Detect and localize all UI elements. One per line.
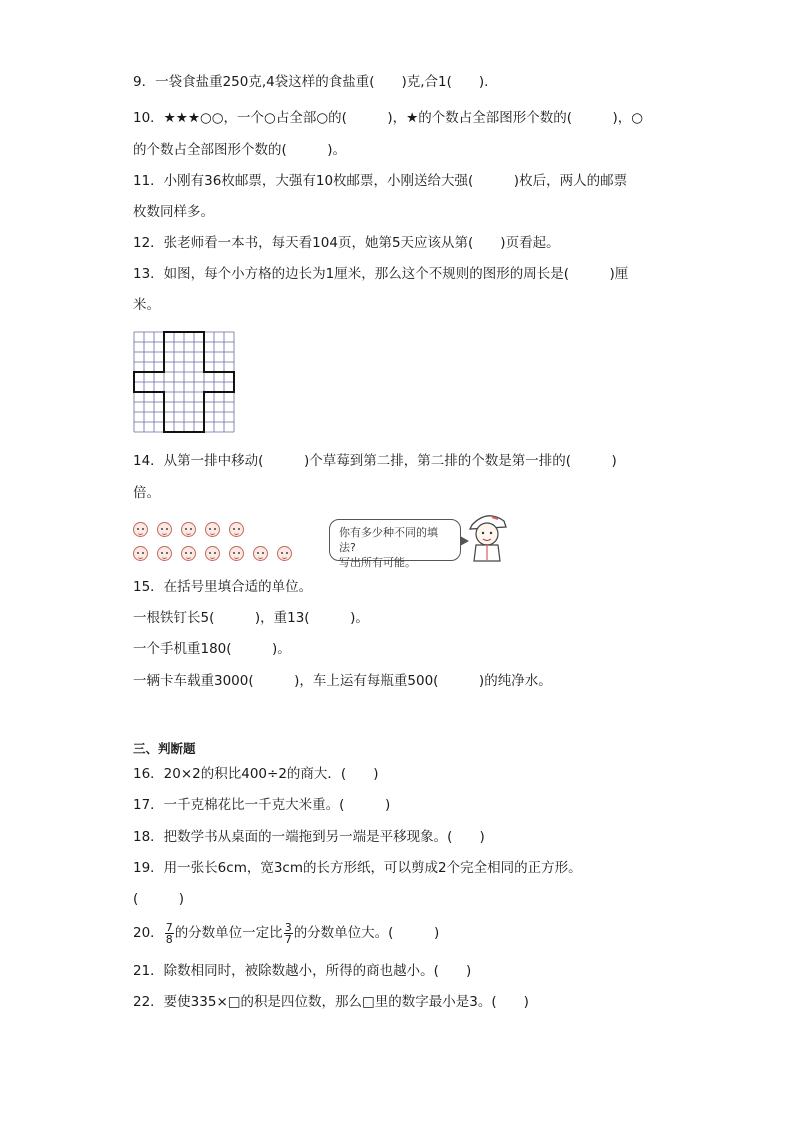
question-11-line1: 11．小刚有36枚邮票，大强有10枚邮票，小刚送给大强( )枚后，两人的邮票 <box>133 173 628 189</box>
question-20-end: 的分数单位大。( ) <box>293 925 440 941</box>
question-15-line-b: 一个手机重180( )。 <box>133 641 291 657</box>
question-15-line-a: 一根铁钉长5( )，重13( )。 <box>133 610 369 626</box>
strawberry-icon <box>229 546 244 561</box>
strawberry-icon <box>133 546 148 561</box>
strawberry-rows <box>133 518 308 564</box>
strawberry-icon <box>157 546 172 561</box>
speech-bubble <box>329 519 461 569</box>
strawberry-icon <box>229 522 244 537</box>
question-22: 22．要使335×□的积是四位数，那么□里的数字最小是3。( ) <box>133 994 529 1010</box>
fraction-three-sevenths: $\frac{3}{7}$ <box>284 920 292 946</box>
question-11-line2: 枚数同样多。 <box>133 204 214 220</box>
bubble-text-line1: 你有多少种不同的填法? <box>339 526 438 554</box>
strawberry-icon <box>181 546 196 561</box>
question-10-line2: 的个数占全部图形个数的( )。 <box>133 142 347 158</box>
question-9: 9．一袋食盐重250克,4袋这样的食盐重( )克,合1( ). <box>133 74 489 90</box>
section-title-true-false: 三、判断题 <box>133 741 196 756</box>
strawberry-icon <box>181 522 196 537</box>
strawberry-icon <box>205 546 220 561</box>
strawberry-icon <box>133 522 148 537</box>
question-13-line1: 13．如图，每个小方格的边长为1厘米，那么这个不规则的图形的周长是( )厘 <box>133 266 629 282</box>
question-20 <box>133 920 439 946</box>
question-12: 12．张老师看一本书，每天看104页，她第5天应该从第( )页看起。 <box>133 235 560 251</box>
strawberry-icon <box>157 522 172 537</box>
cross-grid-figure <box>133 331 235 433</box>
strawberry-icon <box>277 546 292 561</box>
question-17: 17．一千克棉花比一千克大米重。( ) <box>133 797 391 813</box>
question-13-line2: 米。 <box>133 297 160 313</box>
question-21: 21．除数相同时，被除数越小，所得的商也越小。( ) <box>133 963 472 979</box>
question-15: 15．在括号里填合适的单位。 <box>133 579 313 595</box>
grid-lines <box>134 332 234 432</box>
question-20-number: 20． <box>133 925 164 941</box>
question-16: 16．20×2的积比400÷2的商大．( ) <box>133 766 379 782</box>
question-19-line1: 19．用一张长6cm，宽3cm的长方形纸，可以剪成2个完全相同的正方形。 <box>133 860 582 876</box>
fraction-seven-eighths: $\frac{7}{8}$ <box>165 920 173 946</box>
question-18: 18．把数学书从桌面的一端拖到另一端是平移现象。( ) <box>133 829 485 845</box>
question-20-middle: 的分数单位一定比 <box>174 925 283 941</box>
question-10-line1: 10．★★★○○，一个○占全部○的( )，★的个数占全部图形个数的( )，○ <box>133 110 644 126</box>
question-14-line2: 倍。 <box>133 485 160 501</box>
question-19-line2: ( ) <box>133 891 185 907</box>
strawberry-icon <box>205 522 220 537</box>
bubble-text-line2: 写出所有可能。 <box>339 556 416 569</box>
strawberry-icon <box>253 546 268 561</box>
cartoon-child-illustration <box>462 507 512 563</box>
question-14-line1: 14．从第一排中移动( )个草莓到第二排，第二排的个数是第一排的( ) <box>133 453 617 469</box>
question-15-line-c: 一辆卡车载重3000( )，车上运有每瓶重500( )的纯净水。 <box>133 673 552 689</box>
